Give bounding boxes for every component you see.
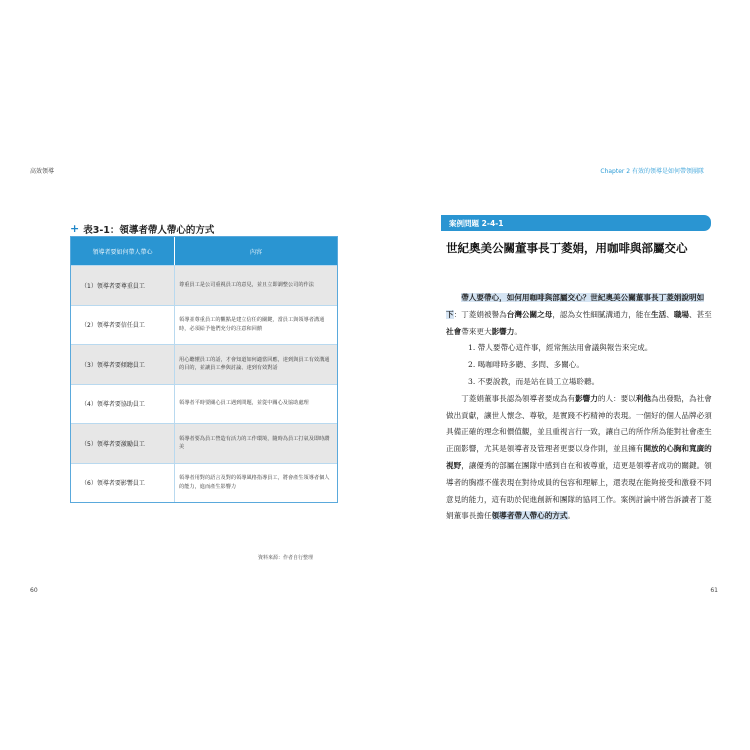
row-item: （5）領導者要激勵員工 [71, 424, 175, 463]
list-item: 1. 帶人要帶心這件事，經常無法用會議與報告來完成。 [468, 343, 653, 353]
paragraph: 帶人要帶心，如何用咖啡與部屬交心？世紀奧美公關董事長丁菱娟說明如下：丁菱娟被譽為台灣公關之母，認為女性細膩溝通力，能在生活、職場、甚至社會帶來更大影響力。 [446, 293, 712, 336]
table-row [71, 423, 337, 463]
table-row [71, 305, 337, 345]
running-head: 高效領導 [30, 168, 55, 175]
table-row [71, 463, 337, 503]
book-spread [18, 150, 732, 600]
left-page [18, 150, 375, 600]
row-content: 領導者用對的語言及對的領導風格指導員工，將會產生領導者個人的能力，進而產生影響力 [179, 475, 330, 490]
row-content: 用心聽懂員工的話，才會知道如何適當回應，達到與員工有效溝通的目的，並讓員工參與討論、達到有效對話 [179, 356, 330, 372]
table-row [71, 265, 337, 305]
table-title [70, 222, 214, 236]
leadership-table [70, 236, 338, 503]
case-title: 世紀奧美公關董事長丁菱娟，用咖啡與部屬交心 [446, 241, 688, 255]
plus-icon: + [70, 222, 80, 235]
column-header: 內容 [249, 248, 262, 256]
case-body [446, 290, 714, 525]
table-title-text: 表3-1：領導者帶人帶心的方式 [83, 225, 215, 236]
row-content: 領導者平時要關心員工遇到問題，並從中關心及協助處理 [179, 400, 309, 407]
highlight-text: 帶人要帶心，如何用咖啡與部屬交心？世紀奧美公關董事長丁菱娟說明如下 [446, 293, 705, 319]
page-number: 61 [710, 587, 718, 594]
table-source: 資料來源：作者自行整理 [258, 555, 314, 561]
table-row [71, 344, 337, 384]
row-content: 領導者要為員工營造有活力的工作環境，隨時為員工打氣及即時讚美 [179, 435, 330, 451]
table-body [71, 265, 337, 502]
paragraph: 丁菱娟董事長認為領導者要成為有影響力的人：要以利他為出發點，為社會做出貢獻，讓世人懷念、尊敬，是實踐不朽精神的表現。一個好的個人品牌必須具備正確的理念和價值觀，並且重視言行一致，讓自己的所作所為能對社會產生正面影響，尤其是領導者及管理者更要以身作則，並且擁有開放的心胸和寬廣的視野，讓優秀的部屬在團隊中感到自在和被尊重，這更是領導者成功的關鍵。領導者的胸襟不僅表現在對待成員的包容和理解上，還表現在能夠接受和激發不同意見的能力，這有助於促進創新和團隊的協同工作。案例討論中將告訴讀者丁菱娟董事長擔任領導者帶人帶心的方式。 [446, 393, 712, 521]
list-item: 2. 喝咖啡時多聽、多問、多關心。 [468, 360, 584, 370]
table-header [71, 237, 337, 265]
row-content: 領導並尊重員工的觀點是建立信任的關鍵，當員工與領導者溝通時，必須給予他們充分的注意和回饋 [179, 317, 325, 332]
list-item: 3. 不要說教，而是站在員工立場聆聽。 [468, 376, 600, 386]
row-item: （1）領導者要尊重員工 [71, 266, 175, 305]
right-page [375, 150, 732, 600]
table-row [71, 384, 337, 424]
column-header: 領導者要如何帶人帶心 [71, 237, 175, 265]
running-head: Chapter 2 有效的領導是如何帶領團隊 [600, 168, 704, 175]
row-content: 尊重員工是公司重視員工的意見，並且立即調整公司的作法 [179, 281, 314, 288]
row-item: （3）領導者要傾聽員工 [71, 345, 175, 384]
row-item: （2）領導者要信任員工 [71, 306, 175, 345]
row-item: （4）領導者要協助員工 [71, 385, 175, 424]
case-label-bar [441, 215, 711, 231]
page-number: 60 [30, 587, 38, 594]
row-item: （6）領導者要影響員工 [71, 464, 175, 503]
case-label: 案例問題 2-4-1 [449, 219, 504, 228]
highlight-text: 領導者帶人帶心的方式 [491, 511, 568, 521]
